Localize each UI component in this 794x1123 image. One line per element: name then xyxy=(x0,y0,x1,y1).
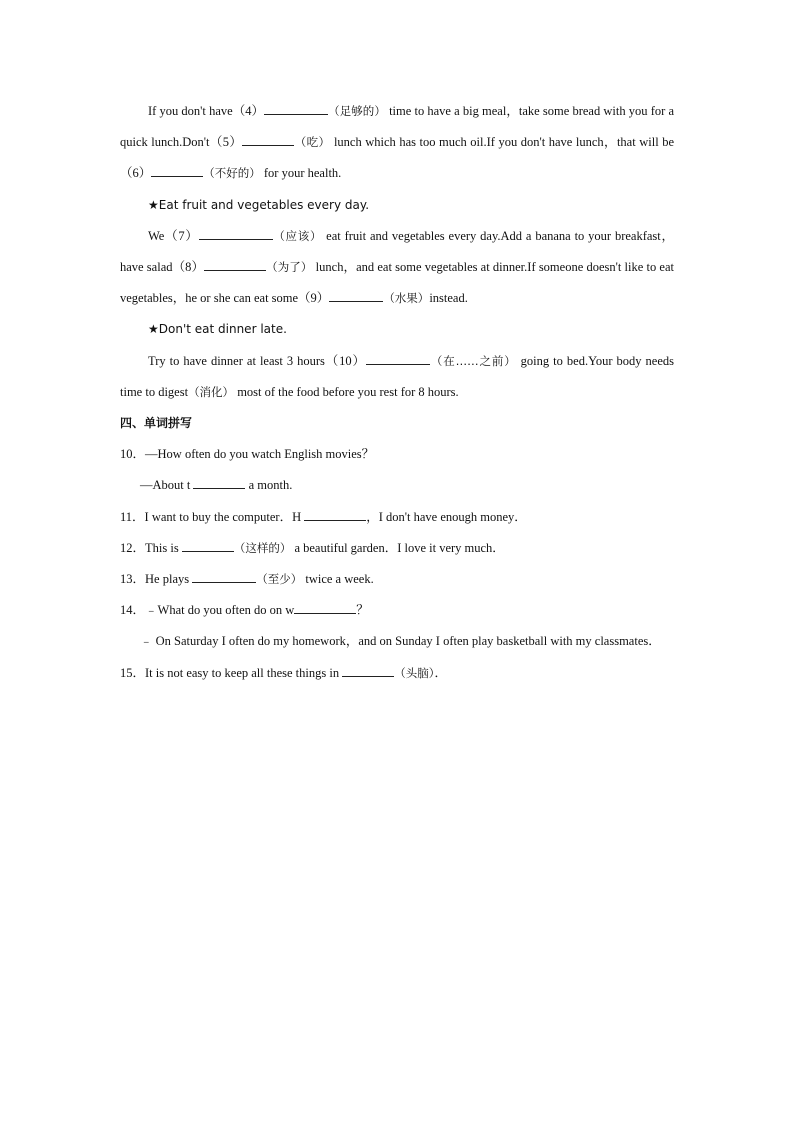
hint-9: （水果） xyxy=(383,291,430,306)
answer-blank-6[interactable] xyxy=(151,163,203,177)
passage-text: eat fruit and vegetables every day.Add a banana to your breakfast，have salad（8） xyxy=(120,228,674,275)
answer-blank-q10[interactable] xyxy=(193,475,245,489)
answer-blank-8[interactable] xyxy=(204,257,266,271)
hint-8: （为了） xyxy=(266,260,313,275)
question-11 xyxy=(120,502,674,533)
question-number: 11． xyxy=(120,509,145,524)
tip-dinner-late xyxy=(120,314,674,345)
answer-blank-q12[interactable] xyxy=(182,538,234,552)
hint-q13: （至少） xyxy=(256,572,303,587)
question-text: It is not easy to keep all these things in xyxy=(145,665,343,680)
hint-4: （足够的） xyxy=(328,104,386,118)
passage-paragraph-dinner xyxy=(120,346,674,408)
passage-paragraph-lunch xyxy=(120,96,674,190)
passage-text: instead. xyxy=(429,291,468,306)
question-text: ． xyxy=(434,665,447,680)
question-text: twice a week. xyxy=(302,572,374,587)
question-14-dialogue: ﹣ On Saturday I often do my homework，and on Sunday I often play basketball with my classmates． xyxy=(140,634,661,649)
question-14 xyxy=(120,595,674,657)
question-text: a month. xyxy=(245,478,293,493)
tip-text: ★Don't eat dinner late. xyxy=(148,322,287,337)
hint-6: （不好的） xyxy=(203,166,261,181)
tip-text: ★Eat fruit and vegetables every day. xyxy=(148,197,370,212)
hint-q12: （这样的） xyxy=(233,540,292,555)
question-text: I want to buy the computer．H xyxy=(144,509,305,524)
answer-blank-q11[interactable] xyxy=(304,507,366,521)
answer-blank-q13[interactable] xyxy=(192,569,256,583)
passage-text: most of the food before you rest for 8 hours. xyxy=(234,384,459,399)
question-text: This is xyxy=(145,540,182,555)
question-number: 10． xyxy=(120,447,146,462)
passage-text: If you don't have（4） xyxy=(148,104,265,118)
question-number: 12． xyxy=(120,540,146,555)
question-number: 13． xyxy=(120,572,146,587)
passage-text: We（7） xyxy=(148,228,199,243)
question-number: 14． xyxy=(120,603,146,618)
answer-blank-5[interactable] xyxy=(242,132,294,146)
passage-paragraph-vegetables xyxy=(120,221,674,315)
hint-10: （在……之前） xyxy=(429,353,517,368)
question-text: ﹣What do you often do on w xyxy=(145,603,295,618)
worksheet-page xyxy=(120,96,674,689)
question-text: a beautiful garden．I love it very much． xyxy=(291,540,505,555)
answer-blank-q14[interactable] xyxy=(294,600,356,614)
answer-blank-10[interactable] xyxy=(366,351,430,365)
question-text: —About t xyxy=(140,478,194,493)
hint-7: （应该） xyxy=(272,228,323,243)
question-10 xyxy=(120,439,674,501)
answer-blank-q15[interactable] xyxy=(342,663,394,677)
question-text: ？ xyxy=(356,603,369,618)
question-text: —How often do you watch English movies？ xyxy=(145,447,375,462)
answer-blank-9[interactable] xyxy=(329,288,383,302)
question-text: ，I don't have enough money． xyxy=(366,509,527,524)
tip-fruit-vegetables xyxy=(120,190,674,221)
passage-text: Try to have dinner at least 3 hours（10） xyxy=(148,353,366,368)
question-15 xyxy=(120,658,674,689)
answer-blank-4[interactable] xyxy=(264,101,328,115)
section-heading-spelling: 四、单词拼写 xyxy=(120,416,193,431)
question-number: 15． xyxy=(120,665,146,680)
answer-blank-7[interactable] xyxy=(199,226,273,240)
passage-text: time to have a big meal，take some bread with you for a quick lunch.Don't（5） xyxy=(120,104,674,150)
hint-digest: （消化） xyxy=(188,384,235,399)
question-text: He plays xyxy=(145,572,193,587)
passage-text: going to bed.Your body needs time to digest xyxy=(120,353,674,399)
passage-text: lunch，and eat some vegetables at dinner.If someone doesn't like to eat vegetables，he or she can eat some（9） xyxy=(120,260,674,306)
passage-text: for your health. xyxy=(260,166,342,181)
passage-text: lunch which has too much oil.If you don't have lunch，that will be（6） xyxy=(120,135,675,181)
hint-5: （吃） xyxy=(294,135,331,150)
hint-q15: （头脑） xyxy=(394,665,435,680)
question-13 xyxy=(120,564,674,595)
question-12 xyxy=(120,533,674,564)
